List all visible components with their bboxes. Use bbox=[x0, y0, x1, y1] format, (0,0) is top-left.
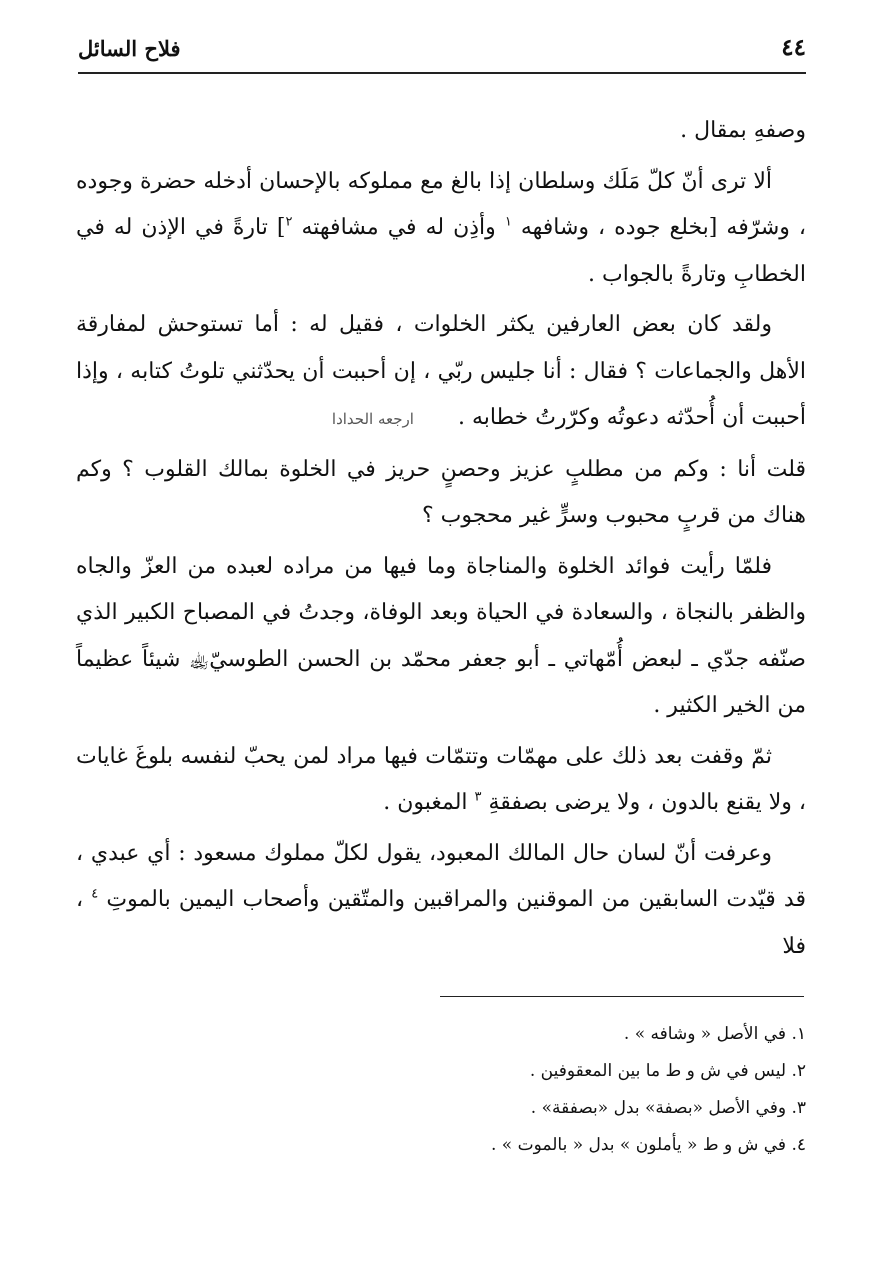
paragraph-6-text-b: المغبون . bbox=[383, 790, 468, 815]
paragraph-7-text-b: ، فلا bbox=[76, 887, 806, 959]
paragraph-3-text: ولقد كان بعض العارفين يكثر الخلوات ، فقيل له : أما تستوحش لمفارقة الأهل والجماعات ؟ فقال : أنا جليس ربّي ، إن أحببت أن يحدّثني تلوتُ كتابه ، وإذا أحببت أن أُحدّثه دعوتُه وكرّرتُ خطابه . bbox=[76, 312, 806, 430]
running-header bbox=[78, 30, 806, 76]
footnote-1: ١. في الأصل « وشافه » . bbox=[623, 1024, 806, 1044]
paragraph-2 bbox=[76, 159, 806, 299]
footnote-ref-4: ٤ bbox=[91, 886, 99, 902]
paragraph-5-text: فلمّا رأيت فوائد الخلوة والمناجاة وما فيها من مراده لعبده من العزّ والجاه والظفر بالنجاة ، والسعادة في الحياة وبعد الوفاة، وجدتُ في المصباح الكبير الذي صنّفه جدّي ـ لبعض أُمّهاتي ـ أبو جعفر محمّد بن الحسن الطوسيّ﵀ شيئاً عظيماً من الخير الكثير . bbox=[76, 553, 806, 718]
paragraph-2-text: ألا ترى أنّ كلّ مَلَك وسلطان إذا بالغ مع مملوكه بالإحسان أدخله حضرة وجوده ، وشرّفه [بخلع جوده ، وشافهه bbox=[76, 168, 807, 240]
paragraph-4-text: قلت أنا : وكم من مطلبٍ عزيز وحصنٍ حريز في الخلوة بمالك القلوب ؟ وكم هناك من قربٍ محبوب وسرٍّ غير محجوب ؟ bbox=[76, 456, 806, 528]
paragraph-3 bbox=[76, 302, 806, 443]
footnote-4: ٤. في ش و ط « يأملون » بدل « بالموت » . bbox=[491, 1135, 806, 1155]
paragraph-1 bbox=[76, 108, 806, 155]
footnote-3: ٣. وفي الأصل «بصفة» بدل «بصفقة» . bbox=[530, 1098, 806, 1118]
paragraph-7-text: وعرفت أنّ لسان حال المالك المعبود، يقول لكلّ مملوك مسعود : أي عبدي ، قد قيّدت السابقين من الموقنين والمراقبين والمتّقين وأصحاب اليمين بالموتِ bbox=[76, 840, 806, 912]
paragraph-6-text: ثمّ وقفت بعد ذلك على مهمّات وتتمّات فيها مراد لمن يحبّ لنفسه بلوغَ غايات ، ولا يقنع بالدون ، ولا يرضى بصفقةِ bbox=[76, 743, 806, 815]
paragraph-1-text: وصفهِ بمقال . bbox=[680, 118, 806, 143]
running-title: فلاح السائل bbox=[78, 36, 181, 61]
footnotes bbox=[90, 1016, 806, 1164]
paragraph-2-text-b: وأذِن له في مشافهته bbox=[301, 215, 496, 240]
paragraph-5 bbox=[76, 544, 806, 730]
footnote-2: ٢. ليس في ش و ط ما بين المعقوفين . bbox=[529, 1061, 806, 1081]
footnote-ref-2: ٢ bbox=[285, 214, 293, 230]
footnote-ref-1: ١ bbox=[504, 214, 512, 230]
footnote-ref-3: ٣ bbox=[474, 789, 482, 805]
header-rule bbox=[78, 72, 806, 74]
page-number: ٤٤ bbox=[781, 34, 806, 61]
paragraph-7 bbox=[76, 831, 806, 971]
main-text bbox=[76, 108, 806, 974]
paragraph-6 bbox=[76, 734, 806, 827]
footnote-separator bbox=[440, 996, 804, 997]
paragraph-2-text-c: ] تارةً في الإذن له في الخطابِ وتارةً بالجواب . bbox=[76, 215, 806, 287]
paragraph-4 bbox=[76, 447, 806, 540]
handwritten-annotation: ارجعه الحدادا bbox=[331, 410, 414, 428]
